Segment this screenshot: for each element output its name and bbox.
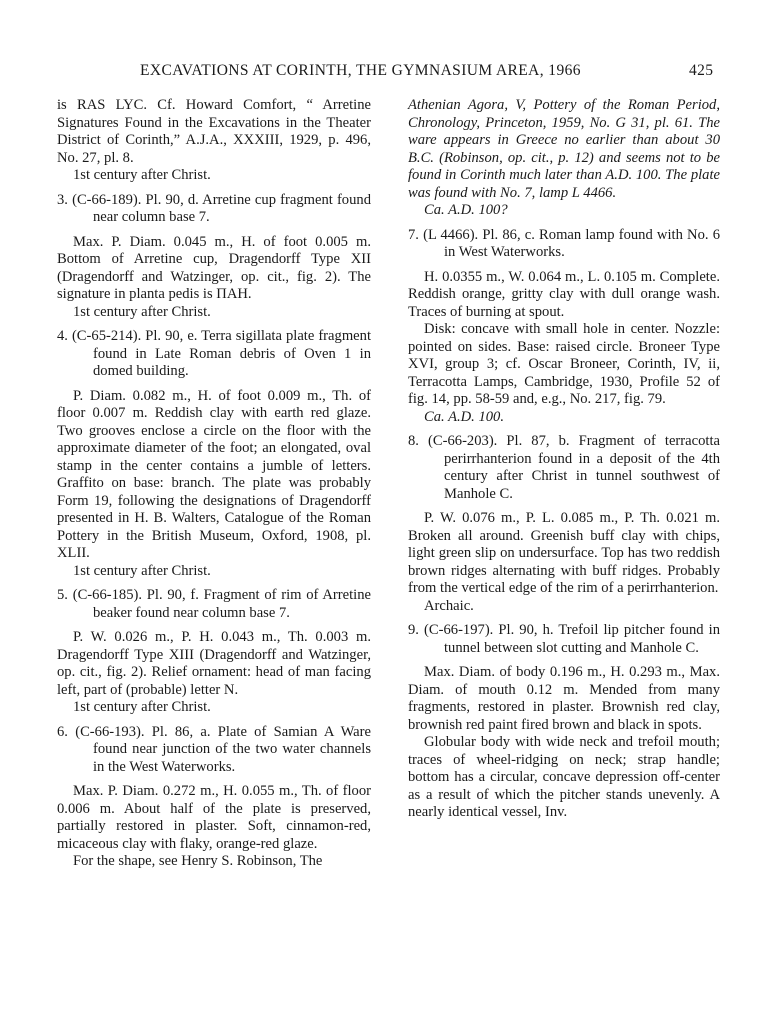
date-line: 1st century after Christ. xyxy=(73,303,211,320)
entry-body-9-cont: Globular body with wide neck and trefoil mouth; traces of wheel-ridging on neck; strap handle; bottom has a circular, concave depression off-center as a result of which the pitcher stands unevenly. A nearly identical vessel, Inv. xyxy=(408,734,720,820)
entry-body-8: P. W. 0.076 m., P. L. 0.085 m., P. Th. 0.021 m. Broken all around. Greenish buff clay with chips, light green slip on undersurface. Top has two reddish brown ridges alternating with buff ridges. Probably from the vertical edge of the rim of a perirrhanterion. xyxy=(408,510,720,596)
date-line: Archaic. xyxy=(424,597,474,614)
paragraph: Athenian Agora, V, Pottery of the Roman Period, Chronology, Princeton, 1959, No. G 31, pl. 61. The ware appears in Greece no earlier than about 30 B.C. (Robinson, op. cit., p. 12) and seems not to be found in Corinth much later than A.D. 100. The plate was found with No. 7, lamp L 4466. xyxy=(408,97,720,201)
entry-heading-7: 7. (L 4466). Pl. 86, c. Roman lamp found with No. 6 in West Waterworks. xyxy=(408,226,720,260)
date-line: Ca. A.D. 100. xyxy=(424,408,505,425)
entry-heading-5: 5. (C-66-185). Pl. 90, f. Fragment of rim of Arretine beaker found near column base 7. xyxy=(57,587,371,621)
entry-body-6-cont: For the shape, see Henry S. Robinson, The xyxy=(73,853,323,869)
entry-body-7: H. 0.0355 m., W. 0.064 m., L. 0.105 m. Complete. Reddish orange, gritty clay with dull orange wash. Traces of burning at spout. xyxy=(408,268,720,320)
running-header xyxy=(0,62,780,82)
right-column xyxy=(408,97,720,822)
page-number: 425 xyxy=(689,62,714,79)
date-line: 1st century after Christ. xyxy=(73,167,211,183)
entry-body-6: Max. P. Diam. 0.272 m., H. 0.055 m., Th. of floor 0.006 m. About half of the plate is preserved, partially restored in plaster. Soft, cinnamon-red, micaceous clay with flaky, orange-red glaze. xyxy=(57,783,371,852)
running-title: EXCAVATIONS AT CORINTH, THE GYMNASIUM AREA, 1966 xyxy=(140,62,581,79)
entry-body-5: P. W. 0.026 m., P. H. 0.043 m., Th. 0.003 m. Dragendorff Type XIII (Dragendorff and Watzinger, op. cit., fig. 2). Relief ornament: head of man facing left, part of (probable) letter N. xyxy=(57,629,371,698)
entry-heading-9: 9. (C-66-197). Pl. 90, h. Trefoil lip pitcher found in tunnel between slot cutting and Manhole C. xyxy=(408,622,720,656)
entry-heading-8: 8. (C-66-203). Pl. 87, b. Fragment of terracotta perirrhanterion found in a deposit of the 4th century after Christ in tunnel southwest of Manhole C. xyxy=(408,433,720,502)
date-line: 1st century after Christ. xyxy=(73,699,211,715)
entry-body-7-cont: Disk: concave with small hole in center. Nozzle: pointed on sides. Base: raised circle. Broneer Type XVI, group 3; cf. Oscar Broneer, Corinth, IV, ii, Terracotta Lamps, Cambridge, 1930, Profile 52 of fig. 14, pp. 58-59 and, e.g., No. 217, fig. 79. xyxy=(408,321,720,407)
date-line: Ca. A.D. 100? xyxy=(424,202,508,218)
entry-body-9: Max. Diam. of body 0.196 m., H. 0.293 m., Max. Diam. of mouth 0.12 m. Mended from many fragments, restored in plaster. Brownish red clay, brownish red paint fired brown and black in spots. xyxy=(408,664,720,733)
date-line: 1st century after Christ. xyxy=(73,562,211,579)
paragraph: is RAS LYC. Cf. Howard Comfort, “ Arretine Signatures Found in the Excavations in the Theater District of Corinth,” A.J.A., XXXIII, 1929, p. 496, No. 27, pl. 8. xyxy=(57,97,371,166)
entry-heading-3: 3. (C-66-189). Pl. 90, d. Arretine cup fragment found near column base 7. xyxy=(57,191,371,225)
left-column xyxy=(57,97,371,871)
entry-body-3: Max. P. Diam. 0.045 m., H. of foot 0.005 m. Bottom of Arretine cup, Dragendorff Type XII (Dragendorff and Watzinger, op. cit., fig. 2). The signature in planta pedis is ΠΑΗ. xyxy=(57,233,371,302)
entry-body-4: P. Diam. 0.082 m., H. of foot 0.009 m., Th. of floor 0.007 m. Reddish clay with earth red glaze. Two grooves enclose a circle on the floor with the approximate diameter of the foot; an elongated, oval stamp in the center contains a jumble of letters. Graffito on base: branch. The plate was probably Form 19, following the designations of Dragendorff presented in H. B. Walters, Catalogue of the Roman Pottery in the British Museum, Oxford, 1908, pl. XLII. xyxy=(57,387,371,561)
entry-heading-6: 6. (C-66-193). Pl. 86, a. Plate of Samian A Ware found near junction of the two water channels in the West Waterworks. xyxy=(57,723,371,775)
entry-heading-4: 4. (C-65-214). Pl. 90, e. Terra sigillata plate fragment found in Late Roman debris of Oven 1 in domed building. xyxy=(57,328,371,379)
